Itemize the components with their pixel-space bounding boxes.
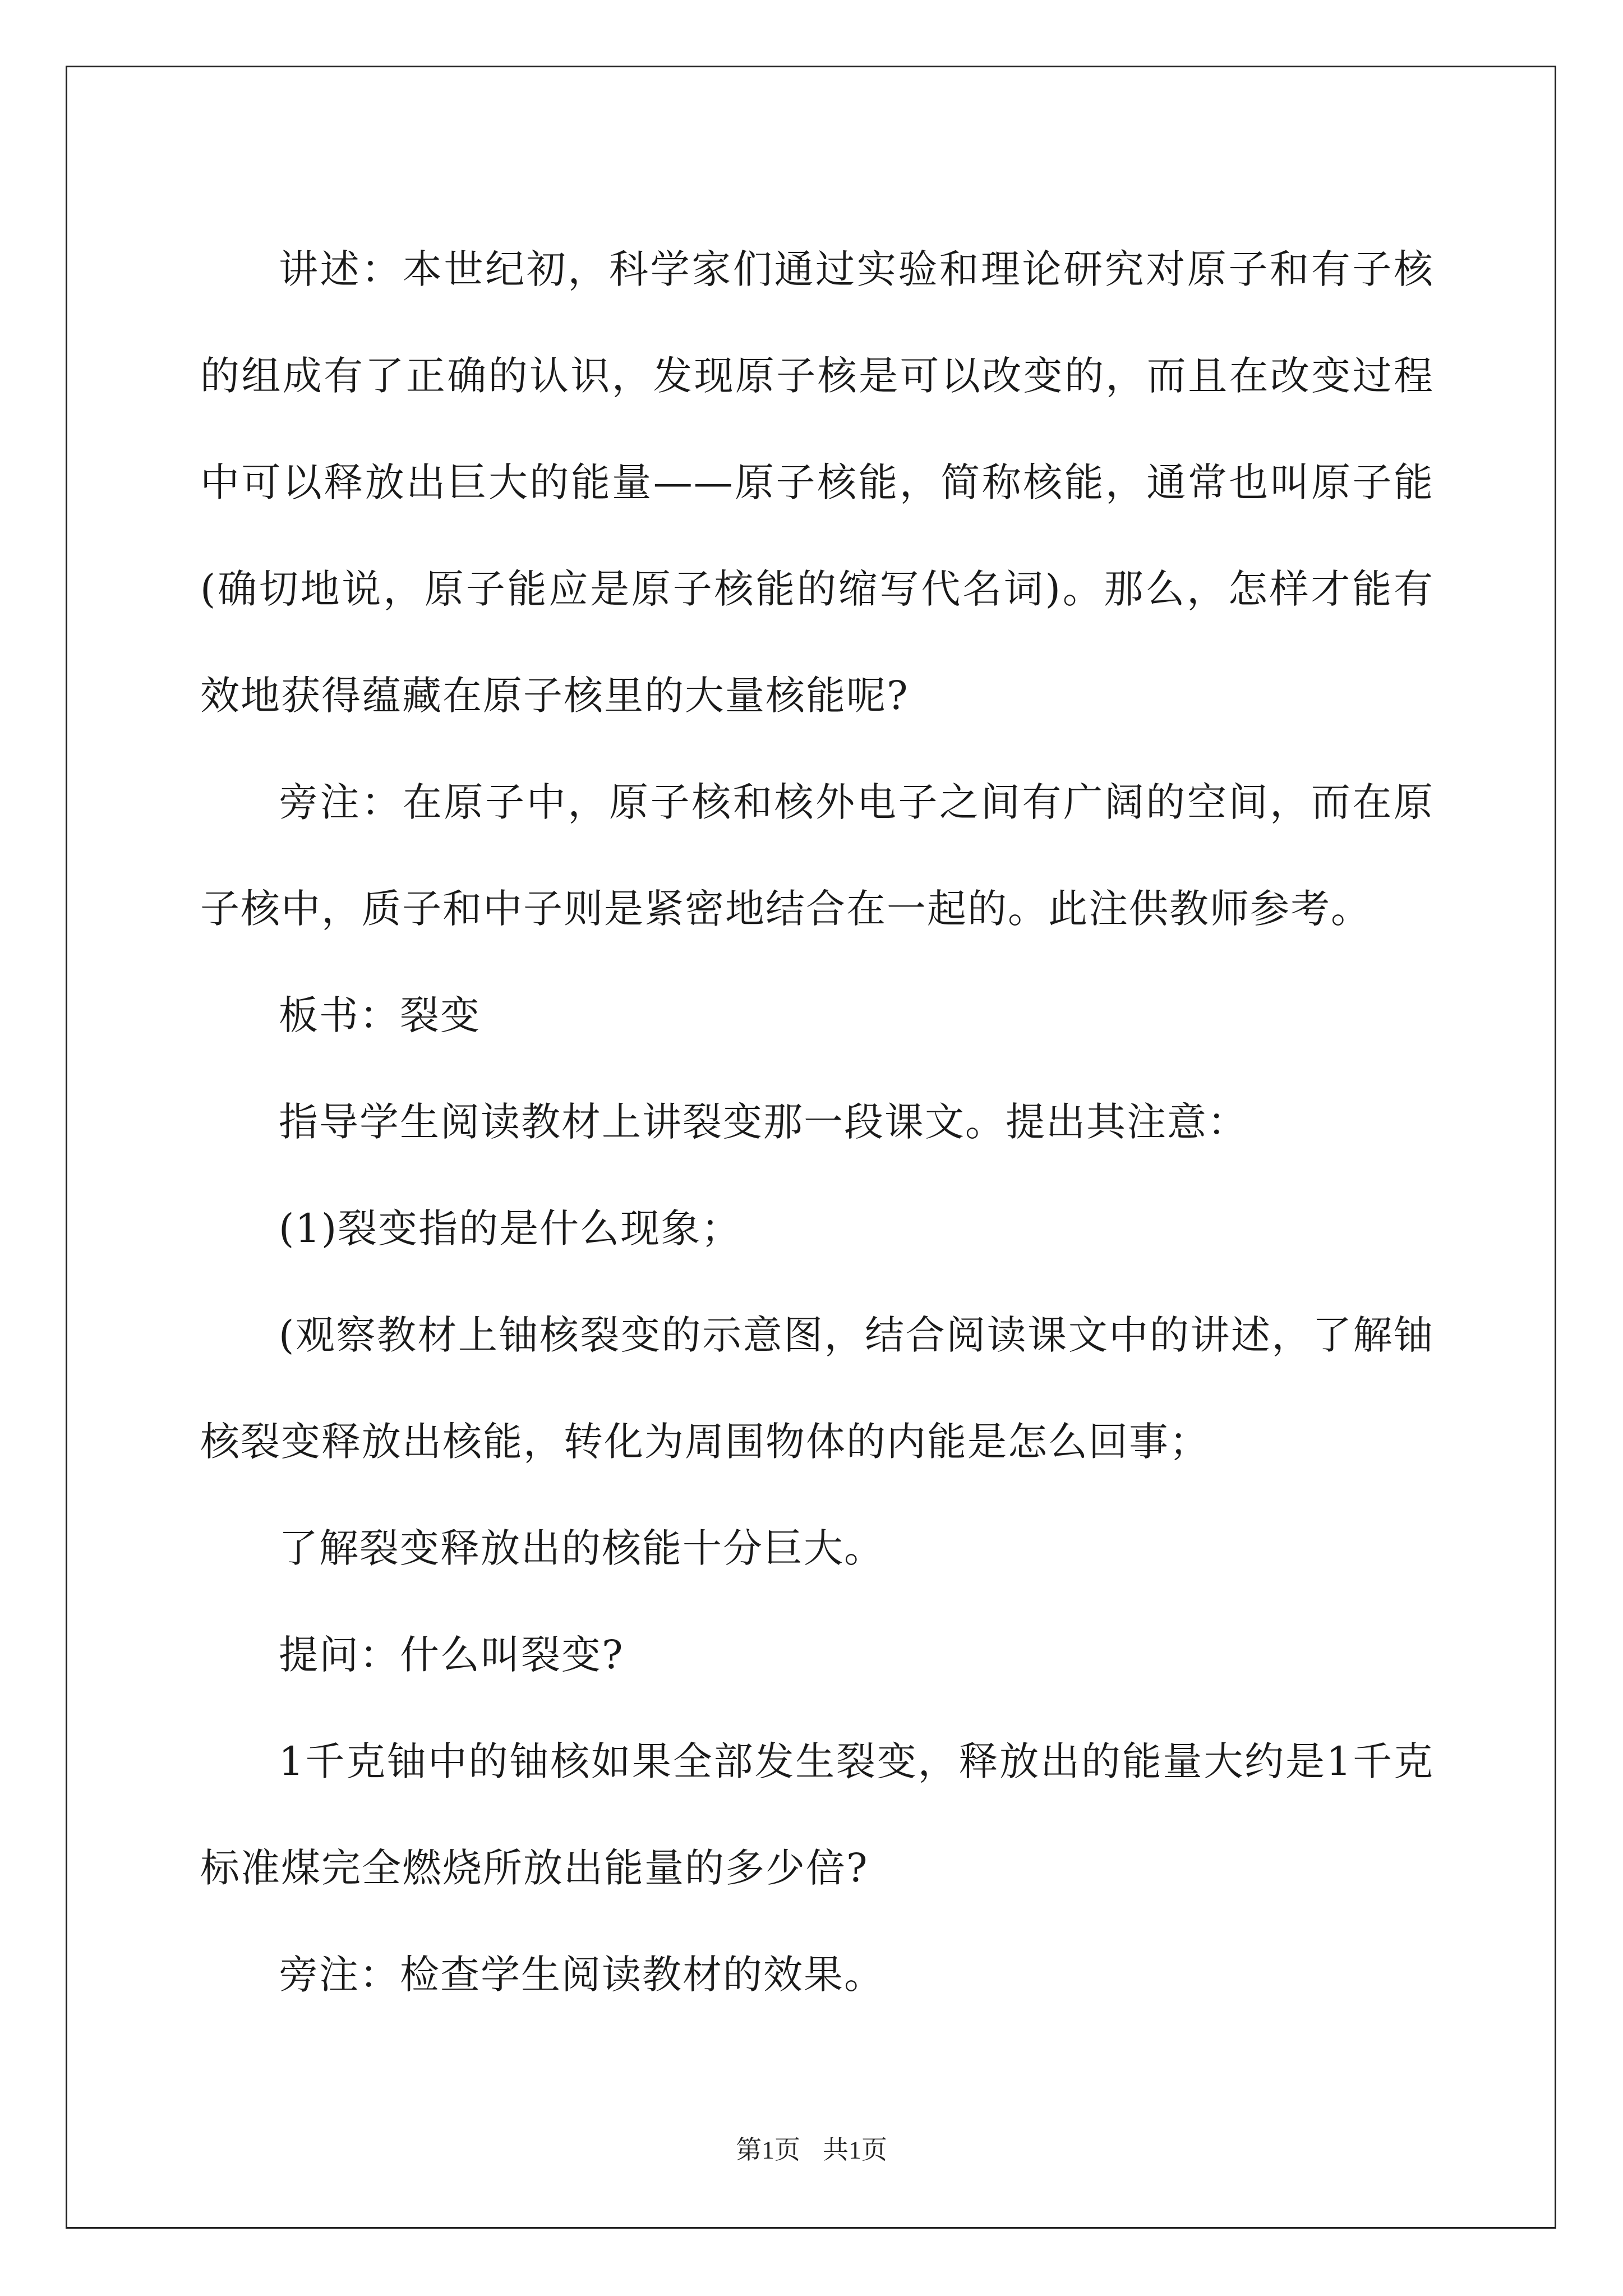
paragraph-side-note-2: 旁注：检查学生阅读教材的效果。 [279,1952,884,1998]
document-body [200,216,1434,2028]
paragraph-narration: 讲述：本世纪初，科学家们通过实验和理论研究对原子和有子核的组成有了正确的认识，发现原子核是可以改变的，而且在改变过程中可以释放出巨大的能量——原子核能，简称核能，通常也叫原子能(确切地说，原子能应是原子核能的缩写代名词)。那么，怎样才能有效地获得蕴藏在原子核里的大量核能呢? [200,246,1434,719]
paragraph-energy-question: 1千克铀中的铀核如果全部发生裂变，释放出的能量大约是1千克标准煤完全燃烧所放出能量的多少倍? [200,1738,1434,1891]
paragraph-point-2: (观察教材上铀核裂变的示意图，结合阅读课文中的讲述，了解铀核裂变释放出核能，转化为周围物体的内能是怎么回事； [200,1312,1434,1465]
paragraph-side-note-1: 旁注：在原子中，原子核和核外电子之间有广阔的空间，而在原子核中，质子和中子则是紧密地结合在一起的。此注供教师参考。 [200,779,1434,932]
paragraph-question: 提问：什么叫裂变? [279,1632,624,1678]
paragraph-point-3: 了解裂变释放出的核能十分巨大。 [279,1525,884,1571]
paragraph-point-1: (1)裂变指的是什么现象； [279,1205,742,1251]
page-footer [0,2133,1623,2167]
paragraph-reading-guide: 指导学生阅读教材上讲裂变那一段课文。提出其注意： [279,1099,1248,1145]
page-number-total: 共1页 [823,2136,887,2164]
paragraph-board-writing: 板书：裂变 [279,992,481,1038]
page-number-current: 第1页 [736,2136,800,2164]
